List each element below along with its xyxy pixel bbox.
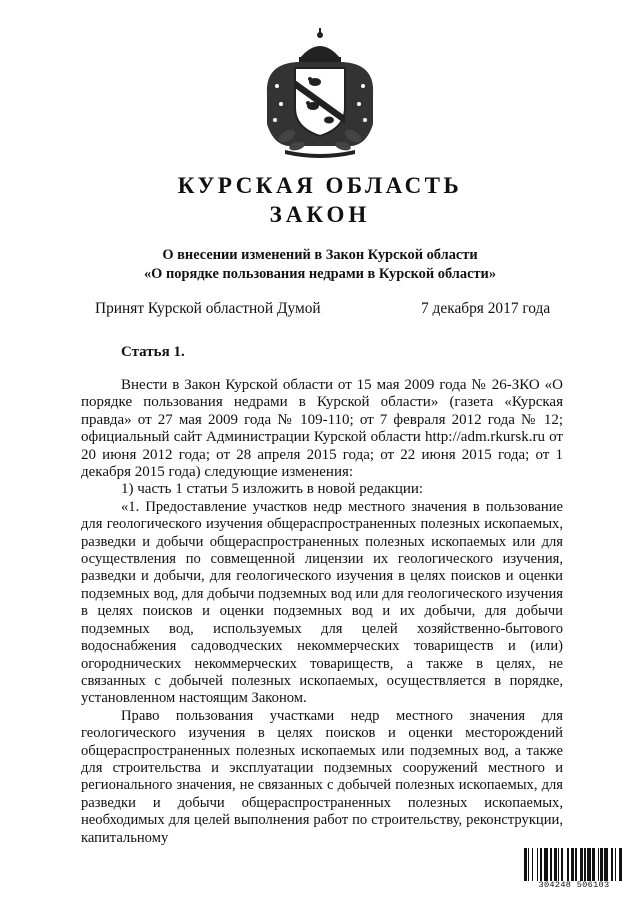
article-heading: Статья 1. — [121, 344, 185, 360]
law-title-line2: «О порядке пользования недрами в Курской области» — [143, 266, 497, 282]
adopted-by: Принят Курской областной Думой — [95, 300, 321, 317]
barcode-stripe — [622, 848, 623, 881]
article-body — [81, 377, 563, 847]
barcode-icon — [524, 848, 624, 890]
barcode-bars — [524, 848, 624, 881]
adoption-date: 7 декабря 2017 года — [421, 300, 551, 317]
document-type: ЗАКОН — [269, 202, 371, 227]
article-paragraph: «1. Предоставление участков недр местного значения в пользование для геологического изучения общераспространенных полезных ископаемых, разведки и добычи общераспространенных полезных ископаемых или для осуществления по совмещенной лицензии их геологического изучения, разведки и добычи, для геологического изучения в целях поисков и оценки подземных вод, для добычи подземных вод или для геологического изучения в целях поисков и оценки подземных вод и их добычи, для добычи подземных вод, используемых для целей хозяйственно-бытового водоснабжения садоводческих некоммерческих товариществ и (или) огороднических некоммерческих товариществ, а также в целях, не связанных с добычей полезных ископаемых, осуществляется в порядке, установленном настоящим Законом. — [81, 498, 563, 707]
law-title-line1: О внесении изменений в Закон Курской области — [162, 247, 478, 263]
barcode-number: 304248 506103 — [538, 880, 610, 890]
article-paragraph: Внести в Закон Курской области от 15 мая 2009 года № 26-ЗКО «О порядке пользования недрами в Курской области» (газета «Курская правда» от 27 мая 2009 года № 109-110; от 7 февраля 2012 года № 12; официальный сайт Администрации Курской области http://adm.rkursk.ru от 20 июня 2012 года; от 28 апреля 2015 года; от 22 июня 2015 года; от 1 декабря 2015 года) следующие изменения: — [81, 377, 563, 481]
article-paragraph: Право пользования участками недр местного значения для геологического изучения в целях поисков и оценки месторождений общераспространенных полезных ископаемых или подземных вод, а также для строительства и эксплуатации подземных сооружений местного и регионального значения, не связанных с добычей полезных ископаемых, для разведки и добычи общераспространенных полезных ископаемых, необходимых для целей выполнения работ по строительству, реконструкции, капитальному — [81, 707, 563, 846]
article-paragraph: 1) часть 1 статьи 5 изложить в новой редакции: — [121, 481, 424, 498]
region-title: КУРСКАЯ ОБЛАСТЬ — [177, 173, 463, 198]
coat-of-arms-icon — [257, 24, 383, 158]
